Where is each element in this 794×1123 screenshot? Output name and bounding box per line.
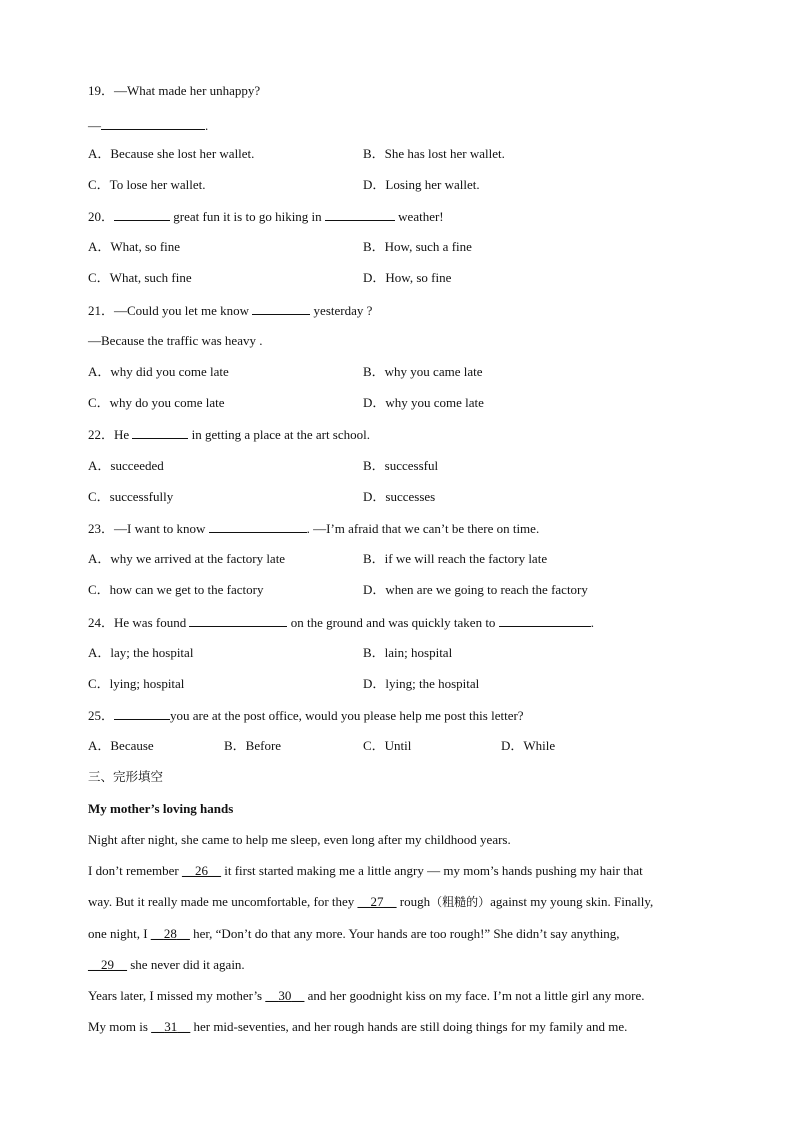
q25-number: 25． — [88, 708, 115, 723]
passage-line-1: Night after night, she came to help me sleep, even long after my childhood years. — [88, 832, 511, 847]
passage-text: rough — [396, 894, 431, 909]
q22-stem — [88, 426, 370, 443]
section-heading: 三、完形填空 — [88, 769, 164, 784]
blank-27[interactable]: __27__ — [357, 894, 397, 909]
q24-option-a[interactable]: A．lay; the hospital — [88, 645, 194, 660]
q19-option-c[interactable]: C．To lose her wallet. — [88, 177, 206, 192]
q21-stem — [88, 302, 372, 319]
blank-26[interactable]: __26__ — [181, 863, 221, 878]
q25-option-a[interactable]: A．Because — [88, 738, 154, 753]
q23-option-b[interactable]: B．if we will reach the factory late — [363, 551, 548, 566]
q19-option-a[interactable]: A．Because she lost her wallet. — [88, 146, 255, 161]
blank-29-number: 29 — [101, 957, 114, 972]
q21-text-end: yesterday ? — [310, 303, 373, 318]
passage-text: one night, I — [88, 926, 151, 941]
q25-blank[interactable] — [114, 707, 170, 720]
blank-27-number: 27 — [370, 894, 384, 909]
q21-blank[interactable] — [252, 302, 310, 315]
passage-text: My mom is — [88, 1019, 152, 1034]
passage-title: My mother’s loving hands — [88, 801, 234, 816]
q20-stem — [88, 208, 444, 225]
q23-option-a[interactable]: A．why we arrived at the factory late — [88, 551, 286, 566]
q22-option-a[interactable]: A．succeeded — [88, 458, 164, 473]
q22-option-d[interactable]: D．successes — [363, 489, 436, 504]
q21-option-d[interactable]: D．why you come late — [363, 395, 484, 410]
passage-line-7 — [88, 1019, 627, 1035]
blank-28-number: 28 — [163, 926, 177, 941]
passage-text: way. But it really made me uncomfortable, for they — [88, 894, 358, 909]
q25-option-c[interactable]: C．Until — [363, 738, 412, 753]
q24-stem — [88, 614, 594, 631]
q24-option-d[interactable]: D．lying; the hospital — [363, 676, 480, 691]
q24-blank-1[interactable] — [189, 614, 287, 627]
q25-option-b[interactable]: B．Before — [224, 738, 282, 753]
q22-text-end: in getting a place at the art school. — [188, 427, 370, 442]
blank-31-number: 31 — [164, 1019, 178, 1034]
passage-text: her mid-seventies, and her rough hands are still doing things for my family and me. — [190, 1019, 628, 1034]
q22-option-c[interactable]: C．successfully — [88, 489, 174, 504]
q19-answer-line — [88, 117, 208, 134]
q24-option-c[interactable]: C．lying; hospital — [88, 676, 185, 691]
q21-text-start: 21．—Could you let me know — [88, 303, 253, 318]
q25-option-d[interactable]: D．While — [501, 738, 556, 753]
passage-text: her, “Don’t do that any more. Your hands are too rough!” She didn’t say anything, — [189, 926, 620, 941]
q20-text-end: weather! — [394, 209, 444, 224]
blank-30[interactable]: __30__ — [265, 988, 305, 1003]
q19-blank[interactable] — [101, 117, 205, 130]
gloss-chinese: （粗糙的） — [430, 895, 491, 909]
q24-blank-2[interactable] — [499, 614, 591, 627]
passage-text: it first started making me a little angry — my mom’s hands pushing my hair that — [220, 863, 643, 878]
q20-option-c[interactable]: C．What, such fine — [88, 270, 192, 285]
q24-option-b[interactable]: B．lain; hospital — [363, 645, 453, 660]
q23-text-start: 23．—I want to know — [88, 521, 209, 536]
blank-30-number: 30 — [278, 988, 292, 1003]
q23-text-end: . —I’m afraid that we can’t be there on time. — [306, 521, 540, 536]
q24-text-end: . — [590, 615, 594, 630]
blank-26-number: 26 — [194, 863, 208, 878]
passage-line-4 — [88, 926, 620, 942]
q20-text-mid: great fun it is to go hiking in — [170, 209, 325, 224]
q23-option-d[interactable]: D．when are we going to reach the factory — [363, 582, 588, 597]
passage-line-2 — [88, 863, 643, 879]
passage-line-3 — [88, 894, 653, 910]
q21-reply: —Because the traffic was heavy . — [88, 333, 263, 348]
passage-text: I don’t remember — [88, 863, 182, 878]
q20-option-a[interactable]: A．What, so fine — [88, 239, 181, 254]
q20-option-b[interactable]: B．How, such a fine — [363, 239, 472, 254]
passage-text: she never did it again. — [127, 957, 245, 972]
passage-text: against my young skin. Finally, — [490, 894, 654, 909]
q19-option-b[interactable]: B．She has lost her wallet. — [363, 146, 505, 161]
q24-text-mid: on the ground and was quickly taken to — [287, 615, 499, 630]
q21-option-c[interactable]: C．why do you come late — [88, 395, 225, 410]
passage-line-6 — [88, 988, 644, 1004]
q25-stem — [88, 707, 524, 724]
q23-blank[interactable] — [209, 520, 307, 533]
q19-period: . — [205, 118, 209, 133]
blank-31[interactable]: __31__ — [151, 1019, 191, 1034]
q20-blank-1[interactable] — [114, 208, 170, 221]
q23-option-c[interactable]: C．how can we get to the factory — [88, 582, 264, 597]
q22-text-start: 22．He — [88, 427, 133, 442]
q24-text-start: 24．He was found — [88, 615, 190, 630]
passage-line-5 — [88, 957, 245, 973]
q22-blank[interactable] — [132, 426, 188, 439]
passage-text: and her goodnight kiss on my face. I’m not a little girl any more. — [304, 988, 645, 1003]
q19-option-d[interactable]: D．Losing her wallet. — [363, 177, 480, 192]
passage-text: Years later, I missed my mother’s — [88, 988, 266, 1003]
q20-number: 20． — [88, 209, 115, 224]
q19-stem: 19．—What made her unhappy? — [88, 83, 261, 98]
q21-option-b[interactable]: B．why you came late — [363, 364, 483, 379]
q23-stem — [88, 520, 539, 537]
blank-29[interactable]: __29__ — [88, 957, 127, 972]
q25-text: you are at the post office, would you please help me post this letter? — [170, 708, 524, 723]
q20-option-d[interactable]: D．How, so fine — [363, 270, 452, 285]
q21-option-a[interactable]: A．why did you come late — [88, 364, 229, 379]
q22-option-b[interactable]: B．successful — [363, 458, 439, 473]
q19-dash: — — [88, 118, 101, 133]
q20-blank-2[interactable] — [325, 208, 395, 221]
blank-28[interactable]: __28__ — [150, 926, 190, 941]
